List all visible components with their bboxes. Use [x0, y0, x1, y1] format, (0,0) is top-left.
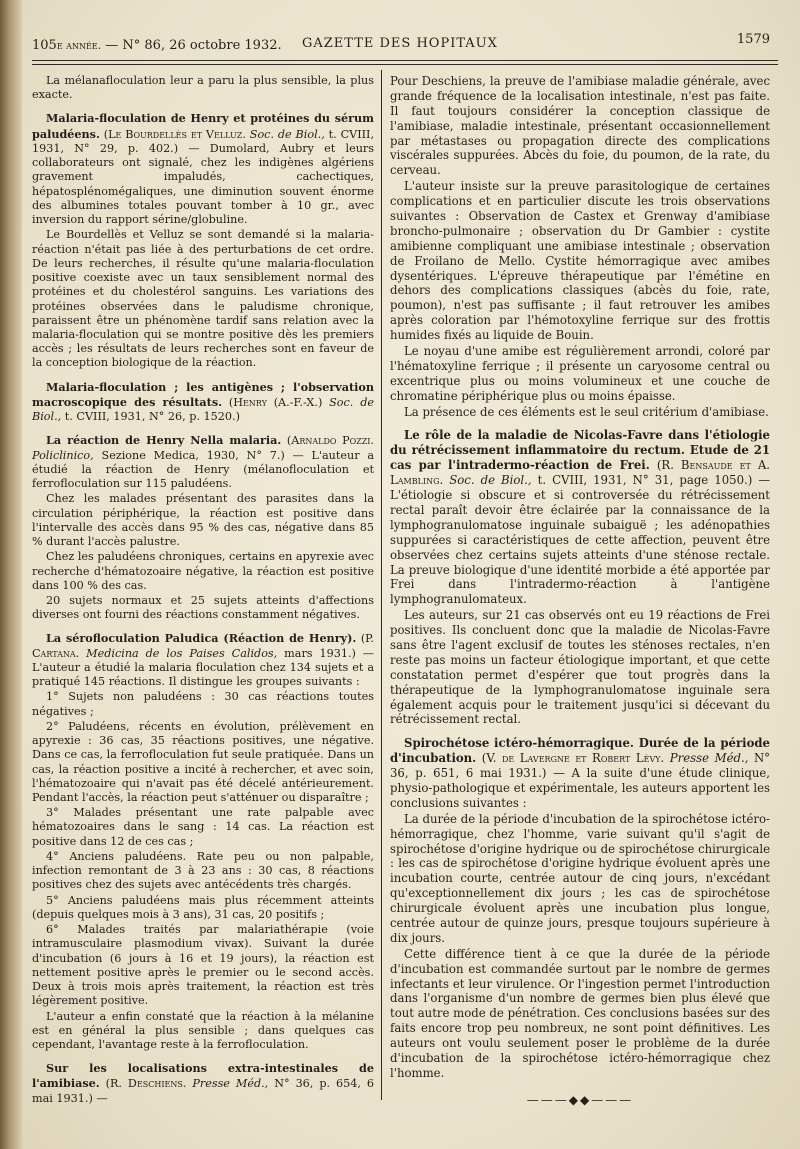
article-source: Presse Méd., — [192, 1077, 269, 1091]
article-authors: (P. Cartana. — [32, 632, 374, 660]
article-body: N° 36, p. 651, 6 mai 1931.) — A la suite d'une étude clinique, physio-pathologique et expérimentale, les auteurs apportent les conclusions suivantes : — [390, 751, 771, 810]
column-divider — [381, 70, 382, 1100]
article-source: Policlinico, — [32, 448, 94, 462]
header-rule — [32, 60, 778, 61]
article-title: La réaction de Henry Nella malaria. — [46, 433, 282, 448]
article-body: Sezione Medica, 1930, N° 7.) — L'auteur a étudié la réaction de Henry (mélanofloculation et ferrofloculation sur 115 paludéens. — [32, 448, 375, 491]
article-serofloculation — [32, 631, 374, 689]
paragraph: Cette différence tient à ce que la durée de la période d'incubation est commandée surtout par le nombre de germes infectants et leur virulence. Or l'ingestion permet l'introduction dans l'organisme d'un nombre de germes bien plus élevé que tout autre mode de pénétration. Ces conclusions basées sur des faits encore trop peu nombreux, ne sont point définitives. Les auteurs ont voulu seulement poser le problème de la durée d'incubation de la spirochétose ictéro-hémorragique chez l'homme. — [390, 946, 770, 1080]
group-item: 5° Anciens paludéens mais plus récemment atteints (depuis quelques mois à 3 ans), 31 cas, 20 positifs ; — [32, 893, 374, 921]
article-body: t. CVIII, 1931, N° 31, page 1050.) — L'étiologie si obscure et si controversée du rétrécissement rectal paraît devoir être éclairée par la connaissance de la lymphogranulomatose inguinale subaiguë ; les adénopathies suppurées si caractéristiques de cette affection, peuvent être observées chez certains sujets atteints d'une sténose rectale. La preuve biologique d'une identité morbide a été apportée par Frei dans l'intradermo-réaction à l'antigène lymphogranulomateux. — [390, 473, 771, 607]
right-column — [390, 74, 770, 1108]
article-authors: (R. Bensaude et A. Lambling. — [390, 458, 771, 488]
volume-number: 105 — [32, 38, 57, 53]
paragraph: Chez les malades présentant des parasites dans la circulation périphérique, la réaction est positive dans l'intervalle des accès dans 95 % des cas, négative dans 85 % durant l'accès palustre. — [32, 492, 374, 549]
paragraph: La durée de la période d'incubation de la spirochétose ictéro-hémorragique, chez l'homme, varie suivant qu'il s'agit de spirochétose d'origine hydrique ou de spirochétose chirurgicale : les cas de spirochétose d'origine hydrique évoluent après une incubation courte, centrée autour de cinq jours, n'excédant qu'exceptionnellement dix jours ; les cas de spirochétose chirurgicale évoluent après une incubation plus longue, centrée autour de quinze jours, presque toujours supérieure à dix jours. — [390, 811, 770, 945]
article-body: t. CVIII, 1931, N° 26, p. 1520.) — [64, 410, 240, 424]
paragraph: 20 sujets normaux et 25 sujets atteints d'affections diverses ont fourni des réactions constamment négatives. — [32, 593, 374, 622]
article-nicolas-favre — [390, 428, 770, 607]
article-body: mars 1931.) — L'auteur a étudié la malaria floculation chez 134 sujets et a pratiqué 145 réactions. Il distingue les groupes suivants : — [32, 646, 374, 689]
article-title: La sérofloculation Paludica (Réaction de Henry). — [46, 631, 357, 646]
article-source: Soc. de Biol., — [449, 473, 532, 488]
article-title: Malaria-floculation ; les antigènes ; l'observation macroscopique des résultats. — [32, 379, 374, 409]
volume-suffix: e année. — [56, 39, 102, 52]
article-spirochetose — [390, 736, 770, 810]
article-title: Sur les localisations extra-intestinales de l'amibiase. — [32, 1061, 374, 1091]
article-authors: (Arnaldo Pozzi. — [286, 434, 374, 448]
article-amibiase — [32, 1061, 374, 1106]
paragraph: L'auteur insiste sur la preuve parasitologique de certaines complications et en particulier discute les trois observations suivantes : Observation de Castex et Grenway d'amibiase broncho-pulmonaire ; observation du Dr Gambier : cystite amibienne compliquant une amibiase intestinale ; observation de Froilano de Mello. Cystite hémorragique avec amibes dysentériques. L'épreuve thérapeutique par l'émétine en dehors des complications classiques (abcès du foie, rate, poumon), n'est pas suffisante ; il faut retrouver les amibes après coloration par l'hémotoxyline ferrique sur des frottis humides fixés au liquide de Bouin. — [390, 179, 770, 343]
paragraph: Chez les paludéens chroniques, certains en apyrexie avec recherche d'hématozoaire négative, la réaction est positive dans 100 % des cas. — [32, 550, 374, 592]
article-body: t. CVIII, 1931, N° 29, p. 402.) — Dumolard, Aubry et leurs collaborateurs ont signalé, chez les indigènes algériens gravement impaludés, cachectiques, hépatosplénomégaliques, une diminution souvent énorme des albumines totales pouvant tomber à 10 gr., avec inversion du rapport sérine/globuline. — [32, 127, 375, 227]
group-item: 4° Anciens paludéens. Rate peu ou non palpable, infection remontant de 3 à 23 ans : 30 cas, 8 réactions positives chez des sujets avec antécédents très chargés. — [32, 849, 374, 892]
group-item: 1° Sujets non paludéens : 30 cas réactions toutes négatives ; — [32, 690, 374, 718]
article-authors: (R. Deschiens. — [105, 1077, 187, 1091]
group-item: 3° Malades présentant une rate palpable avec hématozoaires dans le sang : 14 cas. La réaction est positive dans 12 de ces cas ; — [32, 806, 374, 848]
left-column — [32, 74, 374, 1107]
page-number: 1579 — [736, 32, 770, 47]
article-title: Le rôle de la maladie de Nicolas-Favre dans l'étiologie du rétrécissement inflammatoire du rectum. Etude de 21 cas par l'intradermo-réaction de Frei. — [390, 428, 770, 473]
article-authors: (V. de Lavergne et Robert Lévy. — [481, 751, 665, 766]
paragraph: La présence de ces éléments est le seul critérium d'amibiase. — [404, 404, 769, 419]
end-ornament: ———◆◆——— — [526, 1092, 634, 1107]
group-item: 6° Malades traités par malariathérapie (voie intramusculaire plasmodium vivax). Suivant la durée d'incubation (6 jours à 16 et 19 jours), la réaction est nettement positive après le premier ou le second accès. Deux à trois mois après traitement, la réaction est très légèrement positive. — [32, 923, 374, 1008]
header-rule-thin — [32, 64, 778, 65]
article-source: Medicina de los Paises Calidos, — [86, 646, 278, 660]
article-malaria-antigenes — [32, 380, 374, 425]
journal-title: GAZETTE DES HOPITAUX — [302, 36, 498, 51]
article-body: N° 36, p. 654, 6 mai 1931.) — — [32, 1077, 374, 1105]
article-title: Spirochétose ictéro-hémorragique. Durée de la période d'incubation. — [390, 736, 770, 766]
article-source: Presse Méd., — [669, 751, 749, 766]
paragraph: Le noyau d'une amibe est régulièrement arrondi, coloré par l'hématoxyline ferrique ; il présente un caryosome central ou excentrique plus ou moins volumineux et une couche de chromatine périphérique plus ou moins épaisse. — [390, 344, 770, 403]
binding-spine — [0, 0, 22, 1149]
article-henry-nella-malaria — [32, 433, 374, 491]
intro-paragraph: La mélanafloculation leur a paru la plus sensible, la plus exacte. — [32, 74, 374, 102]
article-authors: (Henry (A.-F.-X.) — [228, 395, 323, 409]
paragraph: L'auteur a enfin constaté que la réaction à la mélanine est en général la plus sensible ; dans quelques cas cependant, l'avantage reste à la ferrofloculation. — [32, 1009, 374, 1051]
paragraph: Pour Deschiens, la preuve de l'amibiase maladie générale, avec grande fréquence de la localisation intestinale, n'est pas faite. Il faut toujours considérer la conception classique de l'amibiase, maladie intestinale, présentant occasionnellement par métastases ou propagation directe des complications viscérales suppurées. Abcès du foie, du poumon, de la rate, du cerveau. — [390, 74, 770, 178]
paragraph: Le Bourdellès et Velluz se sont demandé si la malaria-réaction n'était pas liée à des perturbations de cet ordre. De leurs recherches, il résulte qu'une malaria-floculation positive coexiste avec un taux sensiblement normal des protéines et du cholestérol sanguins. Les variations des protéines observées dans le paludisme chronique, paraissent être un phénomène tardif sans relation avec la malaria-floculation qui se montre positive dès les premiers accès ; les résultats de leurs recherches sont en faveur de la conception biologique de la réaction. — [32, 228, 374, 370]
article-source: Soc. de Biol., — [249, 127, 325, 141]
article-source: Soc. de Biol., — [32, 395, 374, 424]
article-title: Malaria-floculation de Henry et protéines du sérum paludéens. — [32, 111, 374, 141]
group-item: 2° Paludéens, récents en évolution, prélèvement en apyrexie : 36 cas, 35 réactions positives, une négative. Dans ce cas, la ferrofloculation fut seule pratiquée. Dans un cas, la réaction positive a incité à rechercher, et avec soin, l'hématozoaire qui n'avait pas été décelé antérieurement. Pendant l'accès, la réaction peut s'atténuer ou disparaître ; — [32, 719, 374, 805]
article-authors: (Le Bourdellès et Velluz. — [103, 127, 246, 141]
page-header — [32, 30, 778, 56]
paragraph: Les auteurs, sur 21 cas observés ont eu 19 réactions de Frei positives. Ils concluent donc que la maladie de Nicolas-Favre sans être l'agent exclusif de toutes les sténoses rectales, n'en reste pas moins un facteur étiologique important, et que cette constatation permet d'espérer que tout progrès dans la thérapeutique de la lymphogranulomatose inguinale sera également acquis pour le traitement jusqu'ici si décevant du rétrécissement rectal. — [390, 608, 770, 727]
issue-date: — N° 86, 26 octobre 1932. — [105, 38, 282, 53]
issue-info — [32, 38, 282, 53]
article-malaria-proteines — [32, 111, 374, 227]
